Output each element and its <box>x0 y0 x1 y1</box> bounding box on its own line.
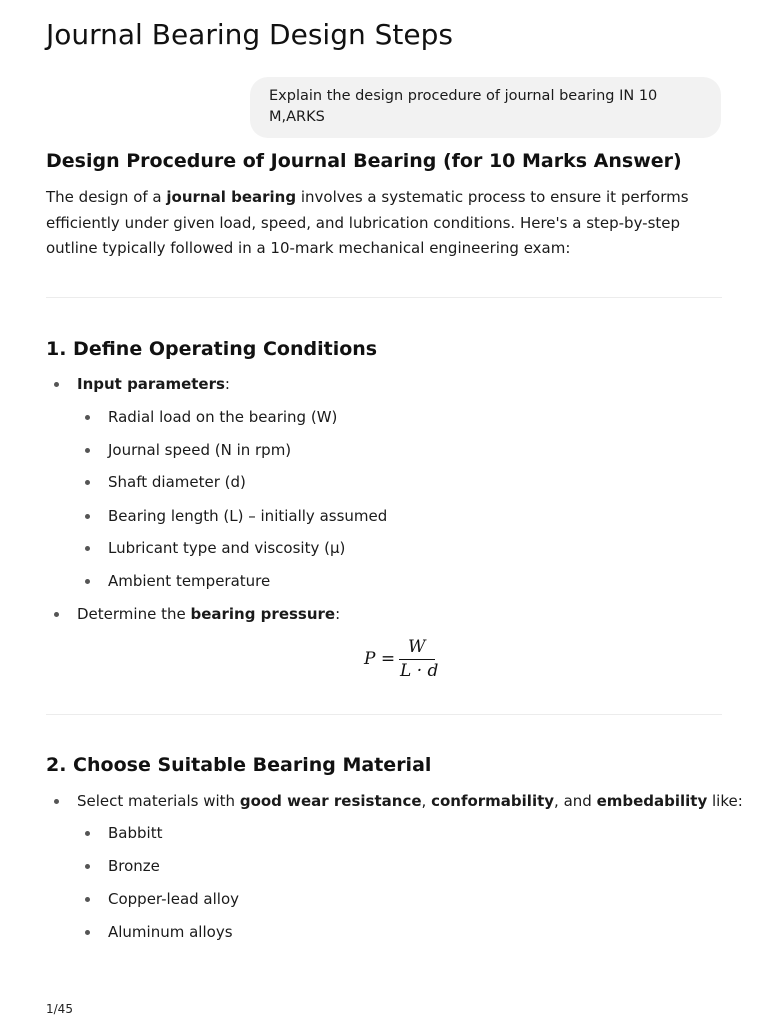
list-item-bold: embedability <box>596 792 708 810</box>
list-item-text: Shaft diameter (d) <box>108 473 246 491</box>
formula-denominator: L · d <box>400 661 439 681</box>
intro-text: The design of a <box>46 188 167 206</box>
list-item-text: , <box>421 792 432 810</box>
bullet-icon <box>85 897 90 902</box>
list-item <box>77 374 230 394</box>
bullet-icon <box>54 382 59 387</box>
bullet-icon <box>54 799 59 804</box>
intro-bold-term: journal bearing <box>166 188 297 206</box>
formula-numerator: W <box>408 637 426 657</box>
formula-lhs: P = <box>364 649 396 669</box>
list-item <box>108 538 345 558</box>
intro-text: involves a systematic process to ensure it performs efficiently under given load, speed, and lubrication conditions. Here's a step-by-step outline typically followed in a 10-mark mechanical engineering exam: <box>46 188 689 257</box>
bullet-icon <box>85 930 90 935</box>
list-item-text: Radial load on the bearing (W) <box>108 408 338 426</box>
list-item <box>108 571 270 591</box>
page-title: Journal Bearing Design Steps <box>46 18 453 51</box>
list-item <box>108 506 387 526</box>
bullet-icon <box>85 579 90 584</box>
list-item <box>108 856 160 876</box>
section-heading: 2. Choose Suitable Bearing Material <box>46 754 432 776</box>
list-item <box>108 472 246 492</box>
bullet-icon <box>85 864 90 869</box>
list-item-text: Aluminum alloys <box>108 923 233 941</box>
bullet-icon <box>85 831 90 836</box>
list-item-text: : <box>335 605 341 623</box>
section-divider <box>46 714 722 715</box>
section-heading: 1. Define Operating Conditions <box>46 338 378 360</box>
list-item-text: Bearing length (L) – initially assumed <box>108 507 388 525</box>
list-item-text: Select materials with <box>77 792 240 810</box>
list-item <box>108 823 162 843</box>
list-item-text: Ambient temperature <box>108 572 271 590</box>
list-item <box>77 791 743 811</box>
list-item <box>108 440 291 460</box>
list-item <box>108 407 337 427</box>
list-item <box>108 922 233 942</box>
fraction-bar <box>399 659 435 660</box>
list-item-text: Determine the <box>77 605 191 623</box>
bullet-icon <box>54 612 59 617</box>
list-item-text: Lubricant type and viscosity (μ) <box>108 539 346 557</box>
list-item-text: like: <box>707 792 743 810</box>
list-item <box>77 604 340 624</box>
bullet-icon <box>85 448 90 453</box>
user-message-bubble: Explain the design procedure of journal bearing IN 10 M,ARKS <box>250 77 721 138</box>
list-item-text: Journal speed (N in rpm) <box>108 441 292 459</box>
list-item-bold: good wear resistance <box>239 792 422 810</box>
intro-paragraph <box>46 185 726 262</box>
bullet-icon <box>85 546 90 551</box>
list-item-text: Bronze <box>108 857 160 875</box>
bullet-icon <box>85 480 90 485</box>
bullet-icon <box>85 415 90 420</box>
list-item-text: : <box>224 375 230 393</box>
list-item-bold: bearing pressure <box>190 605 336 623</box>
list-item-bold: conformability <box>431 792 555 810</box>
list-item-bold: Input parameters <box>77 375 225 393</box>
page-number: 1/45 <box>46 1002 73 1016</box>
section-divider <box>46 297 722 298</box>
list-item-text: Copper-lead alloy <box>108 890 240 908</box>
list-item <box>108 889 239 909</box>
list-item-text: , and <box>554 792 597 810</box>
answer-heading: Design Procedure of Journal Bearing (for 10 Marks Answer) <box>46 150 682 172</box>
bullet-icon <box>85 514 90 519</box>
list-item-text: Babbitt <box>108 824 163 842</box>
